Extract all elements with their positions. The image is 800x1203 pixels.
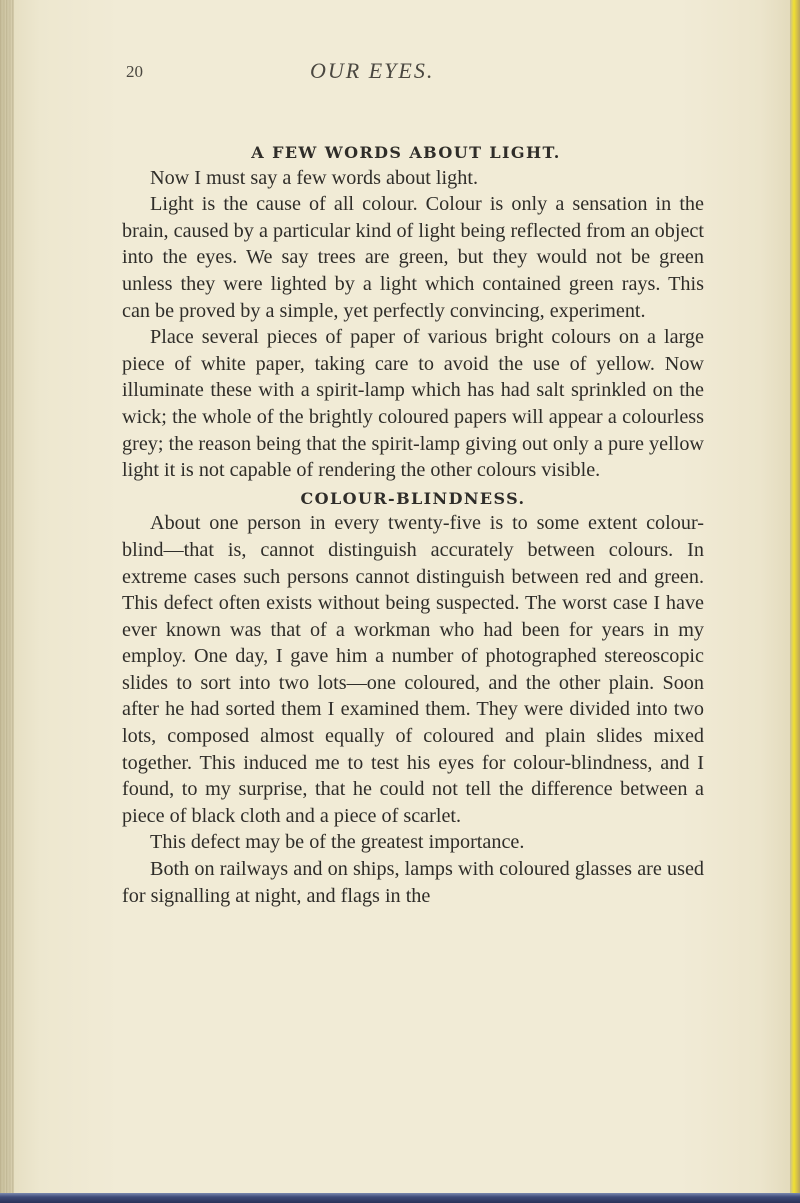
paragraph: Both on railways and on ships, lamps with coloured glasses are used for signalling at night, and flags in the — [122, 858, 704, 907]
page-binding-shadow — [0, 0, 14, 1203]
page-header — [0, 58, 800, 88]
page-edge-right — [790, 0, 800, 1203]
paragraph: Light is the cause of all colour. Colour is only a sensation in the brain, caused by a particular kind of light being reflected from an object into the eyes. We say trees are green, but they would not be green unless they were lighted by a light which contained green rays. This can be proved by a simple, yet perfectly convincing, experiment. — [122, 193, 704, 322]
paragraph: About one person in every twenty-five is to some extent colour-blind—that is, cannot distinguish accurately between colours. In extreme cases such persons cannot distinguish between red and green. This defect often exists without being suspected. The worst case I have ever known was that of a workman who had been for years in my employ. One day, I gave him a number of photographed stereoscopic slides to sort into two lots—one coloured, and the other plain. Soon after he had sorted them I examined them. They were divided into two lots, composed almost equally of coloured and plain slides mixed together. This induced me to test his eyes for colour-blindness, and I found, to my surprise, that he could not tell the difference between a piece of black cloth and a piece of scarlet. — [122, 512, 704, 827]
page-number: 20 — [126, 62, 143, 81]
paragraph: Place several pieces of paper of various bright colours on a large piece of white paper, taking care to avoid the use of yellow. Now illuminate these with a spirit-lamp which has had salt sprinkled on the wick; the whole of the brightly coloured papers will appear a colourless grey; the reason being that the spirit-lamp giving out only a pure yellow light it is not capable of rendering the other colours visible. — [122, 326, 704, 482]
section-heading-colour-blindness: COLOUR-BLINDNESS. — [300, 488, 526, 508]
page-body — [122, 138, 704, 909]
paragraph: Now I must say a few words about light. — [150, 166, 478, 189]
running-head: OUR EYES. — [310, 58, 435, 83]
section-heading-light: A FEW WORDS ABOUT LIGHT. — [251, 143, 561, 162]
page-edge-bottom — [0, 1193, 800, 1203]
paragraph: This defect may be of the greatest importance. — [150, 831, 525, 854]
